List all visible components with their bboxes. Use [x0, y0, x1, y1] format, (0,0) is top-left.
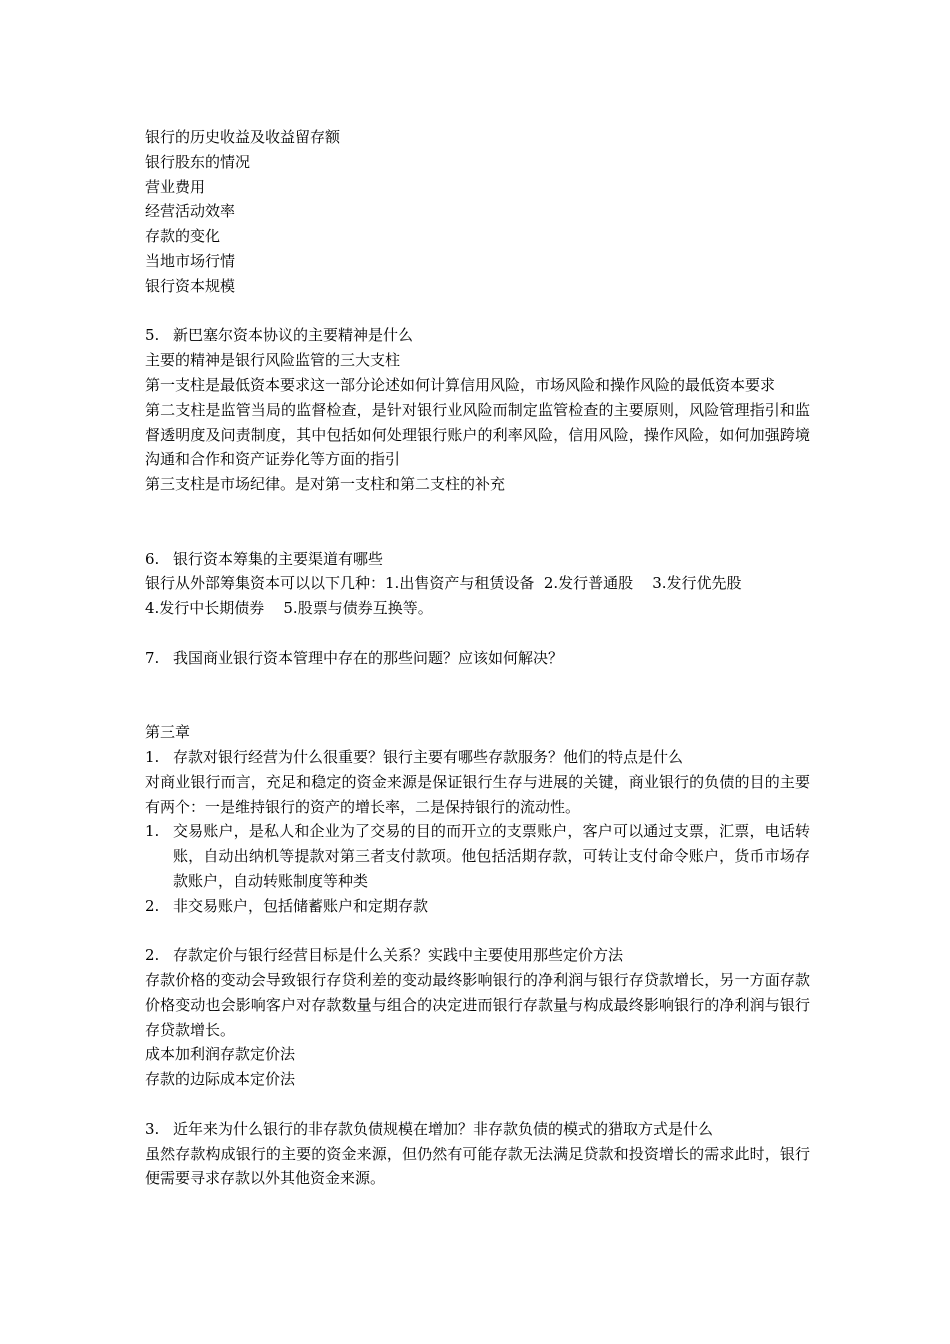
question-number: 2.	[145, 946, 160, 965]
answer-paragraph: 第三支柱是市场纪律。是对第一支柱和第二支柱的补充	[145, 475, 506, 494]
chapter3-question-3	[145, 1117, 810, 1142]
spacer	[145, 299, 810, 324]
document-body	[145, 125, 810, 1191]
spacer	[145, 671, 810, 696]
spacer	[145, 497, 810, 522]
answer-paragraph: 存款价格的变动会导致银行存贷利差的变动最终影响银行的净利润与银行存贷款增长，另一方面存款价格变动也会影响客户对存款数量与组合的决定进而银行存款量与构成最终影响银行的净利润与银行存贷款增长。	[145, 971, 810, 1039]
question-number: 3.	[145, 1119, 160, 1138]
question-number: 6.	[145, 549, 160, 568]
question-6	[145, 547, 810, 572]
question-text: 存款对银行经营为什么很重要？银行主要有哪些存款服务？他们的特点是什么	[173, 747, 684, 766]
spacer	[145, 522, 810, 547]
question-text: 我国商业银行资本管理中存在的那些问题？应该如何解决？	[173, 648, 564, 667]
question-text: 银行资本筹集的主要渠道有哪些	[173, 549, 384, 568]
pricing-method: 成本加利润存款定价法	[145, 1045, 296, 1064]
chapter3-question-1	[145, 745, 810, 770]
question-number: 1.	[145, 747, 160, 766]
list-text: 非交易账户，包括储蓄账户和定期存款	[173, 896, 429, 915]
pricing-method: 存款的边际成本定价法	[145, 1070, 296, 1089]
question-text: 近年来为什么银行的非存款负债规模在增加？非存款负债的模式的猎取方式是什么	[173, 1119, 714, 1138]
list-item	[145, 894, 810, 919]
question-7	[145, 646, 810, 671]
factor-item: 存款的变化	[145, 227, 221, 246]
answer-line: 4.发行中长期债券 5.股票与债券互换等。	[145, 599, 433, 618]
list-text: 交易账户，是私人和企业为了交易的目的而开立的支票账户，客户可以通过支票，汇票，电话转账，自动出纳机等提款对第三者支付款项。他包括活期存款，可转让支付命令账户，货币市场存款账户，自动转账制度等种类	[173, 822, 810, 890]
factor-item: 银行股东的情况	[145, 152, 251, 171]
question-text: 新巴塞尔资本协议的主要精神是什么	[173, 326, 414, 345]
list-number: 2.	[145, 896, 160, 915]
answer-paragraph: 第一支柱是最低资本要求这一部分论述如何计算信用风险，市场风险和操作风险的最低资本要求	[145, 375, 776, 394]
answer-paragraph: 对商业银行而言，充足和稳定的资金来源是保证银行生存与进展的关键，商业银行的负债的目的主要有两个：一是维持银行的资产的增长率，二是保持银行的流动性。	[145, 772, 810, 816]
factor-item: 营业费用	[145, 177, 206, 196]
list-item	[145, 819, 810, 893]
question-text: 存款定价与银行经营目标是什么关系？实践中主要使用那些定价方法	[173, 946, 624, 965]
chapter3-question-2	[145, 943, 810, 968]
factor-item: 经营活动效率	[145, 202, 236, 221]
factor-item: 银行的历史收益及收益留存额	[145, 128, 341, 146]
spacer	[145, 1092, 810, 1117]
answer-paragraph: 第二支柱是监管当局的监督检查，是针对银行业风险而制定监管检查的主要原则，风险管理指引和监督透明度及问责制度，其中包括如何处理银行账户的利率风险，信用风险，操作风险，如何加强跨境沟通和合作和资产证券化等方面的指引	[145, 400, 810, 469]
spacer	[145, 919, 810, 944]
question-5	[145, 323, 810, 348]
question-number: 7.	[145, 648, 160, 667]
factor-item: 当地市场行情	[145, 251, 236, 270]
factor-item: 银行资本规模	[145, 276, 236, 295]
chapter-title: 第三章	[145, 723, 191, 742]
answer-paragraph: 主要的精神是银行风险监管的三大支柱	[145, 351, 401, 370]
list-number: 1.	[145, 822, 160, 841]
answer-paragraph: 虽然存款构成银行的主要的资金来源，但仍然有可能存款无法满足贷款和投资增长的需求此时，银行便需要寻求存款以外其他资金来源。	[145, 1144, 810, 1188]
spacer	[145, 695, 810, 720]
question-number: 5.	[145, 326, 160, 345]
answer-line: 银行从外部筹集资本可以以下几种：1.出售资产与租赁设备 2.发行普通股 3.发行优先股	[145, 574, 742, 593]
spacer	[145, 621, 810, 646]
